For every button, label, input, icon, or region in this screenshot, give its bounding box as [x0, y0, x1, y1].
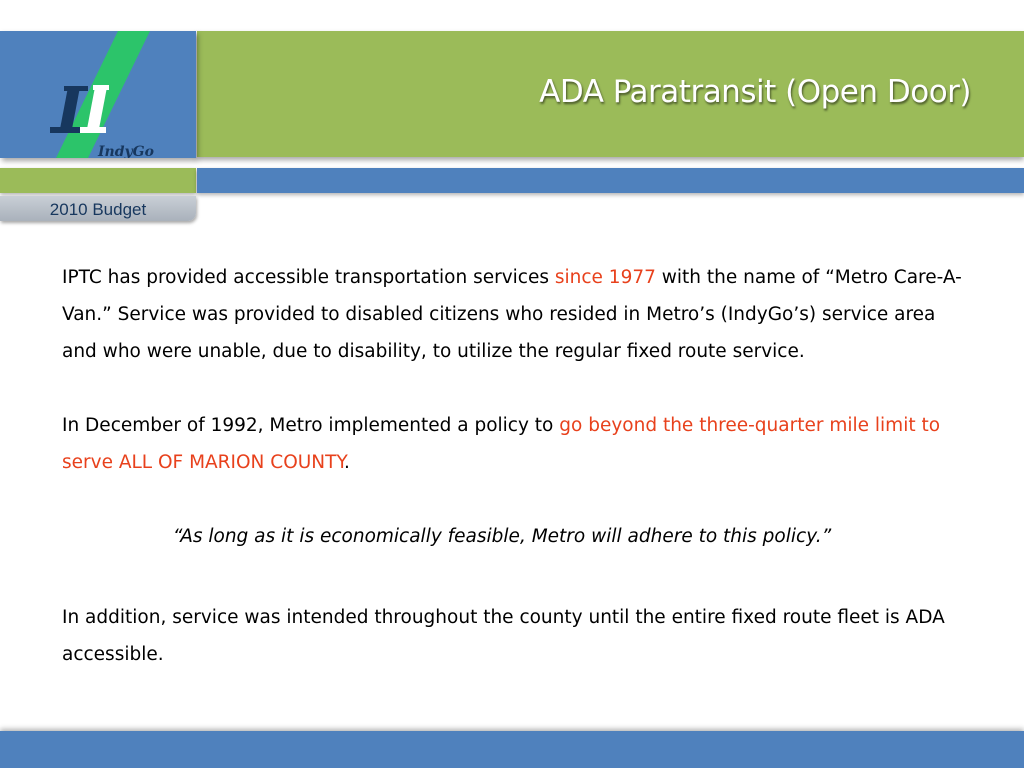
policy-quote: “As long as it is economically feasible, Metro will adhere to this policy.”: [172, 526, 832, 547]
slide-body: [62, 259, 962, 673]
budget-tab: 2010 Budget: [0, 196, 196, 221]
blue-accent-strip: [197, 168, 1024, 193]
highlight-since-1977: since 1977: [554, 267, 656, 288]
logo-wordmark: IndyGo: [98, 144, 154, 158]
highlight-marion-county: go beyond the three-quarter mile limit to serve ALL OF MARION COUNTY: [62, 415, 941, 473]
left-accent-strip: [0, 168, 196, 193]
slide-title: ADA Paratransit (Open Door): [539, 74, 971, 110]
paragraph-fleet: In addition, service was intended throughout the county until the entire fixed route fleet is ADA accessible.: [62, 607, 945, 665]
paragraph-history: IPTC has provided accessible transportation services since 1977 with the name of “Metro Care-A-Van.” Service was provided to disabled citizens who resided in Metro’s (IndyGo’s) service area and who were unable, due to disability, to utilize the regular fixed route service.: [62, 267, 962, 362]
footer-band: [0, 731, 1024, 768]
logo-panel: [0, 31, 196, 158]
paragraph-policy: In December of 1992, Metro implemented a policy to go beyond the three-quarter mile limit to serve ALL OF MARION COUNTY.: [62, 415, 941, 473]
indygo-logo: [0, 31, 196, 158]
